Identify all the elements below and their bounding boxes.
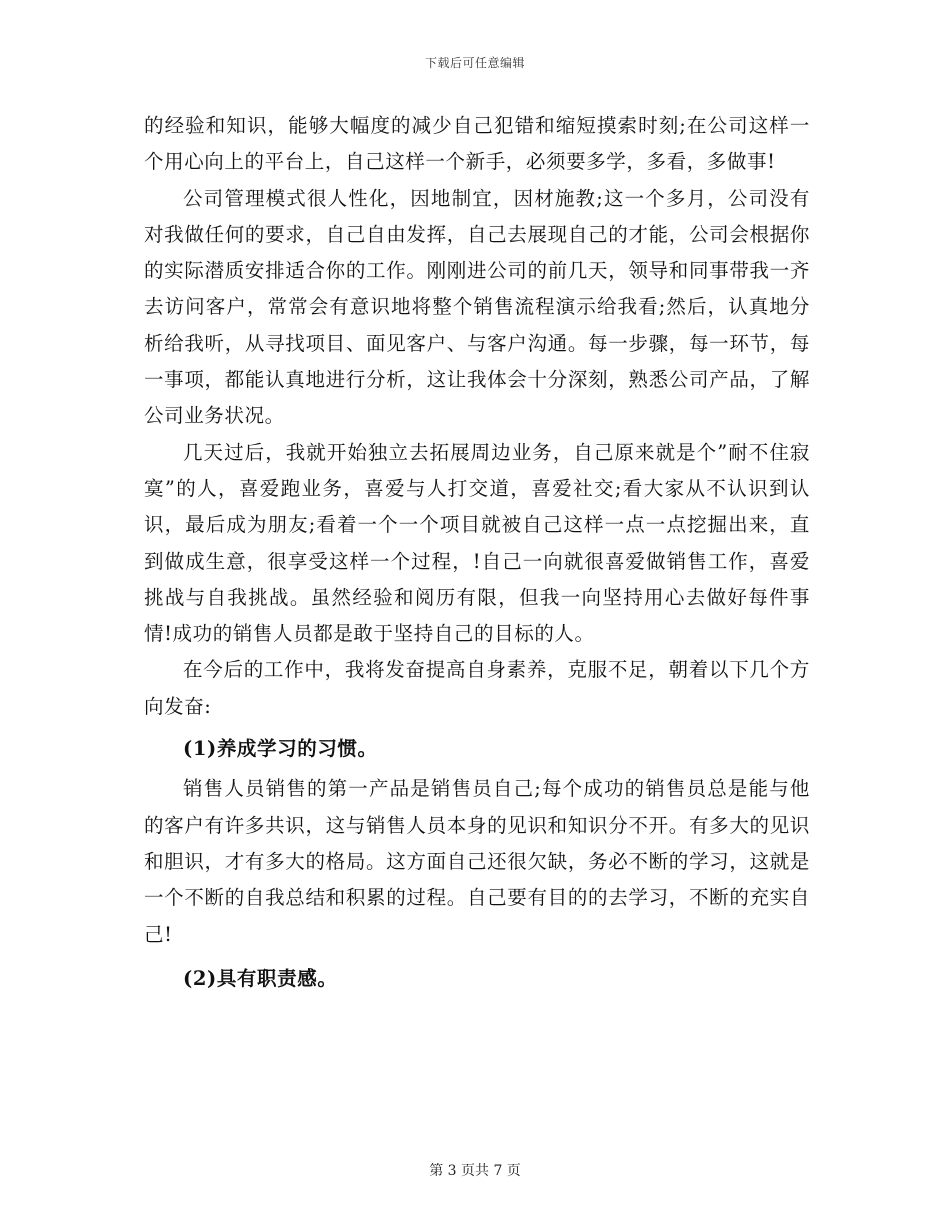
paragraph-continuation: 的经验和知识，能够大幅度的减少自己犯错和缩短摸索时刻;在公司这样一个用心向上的平台上，自己这样一个新手，必须要多学，多看，多做事!: [144, 114, 810, 174]
paragraph-learning: 销售人员销售的第一产品是销售员自己;每个成功的销售员总是能与他的客户有许多共识，这与销售人员本身的见识和知识分不开。有多大的见识和胆识，才有多大的格局。这方面自己还很欠缺，务必不断的学习，这就是一个不断的自我总结和积累的过程。自己要有目的的去学习，不断的充实自己!: [144, 777, 810, 946]
document-body: [144, 108, 810, 997]
page-header: 下载后可任意编辑: [424, 56, 525, 70]
heading-responsibility: (2)具有职责感。: [183, 966, 338, 990]
heading-learning-habit: (1)养成学习的习惯。: [183, 737, 378, 761]
paragraph-management-mode: 公司管理模式很人性化，因地制宜，因材施教;这一个多月，公司没有对我做任何的要求，自己自由发挥，自己去展现自己的才能，公司会根据你的实际潜质安排适合你的工作。刚刚进公司的前几天，领导和同事带我一齐去访问客户，常常会有意识地将整个销售流程演示给我看;然后，认真地分析给我听，从寻找项目、面见客户、与客户沟通。每一步骤，每一环节，每一事项，都能认真地进行分析，这让我体会十分深刻，熟悉公司产品，了解公司业务状况。: [144, 186, 810, 428]
paragraph-independent-business: 几天过后，我就开始独立去拓展周边业务，自己原来就是个”耐不住寂寞”的人，喜爱跑业务，喜爱与人打交道，喜爱社交;看大家从不认识到认识，最后成为朋友;看着一个一个项目就被自己这样一点一点挖掘出来，直到做成生意，很享受这样一个过程，!自己一向就很喜爱做销售工作，喜爱挑战与自我挑战。虽然经验和阅历有限，但我一向坚持用心去做好每件事情!成功的销售人员都是敢于坚持自己的目标的人。: [144, 440, 810, 646]
paragraph-future-work: 在今后的工作中，我将发奋提高自身素养，克服不足，朝着以下几个方向发奋:: [144, 658, 810, 718]
page-footer: 第 3 页共 7 页: [429, 1163, 521, 1179]
